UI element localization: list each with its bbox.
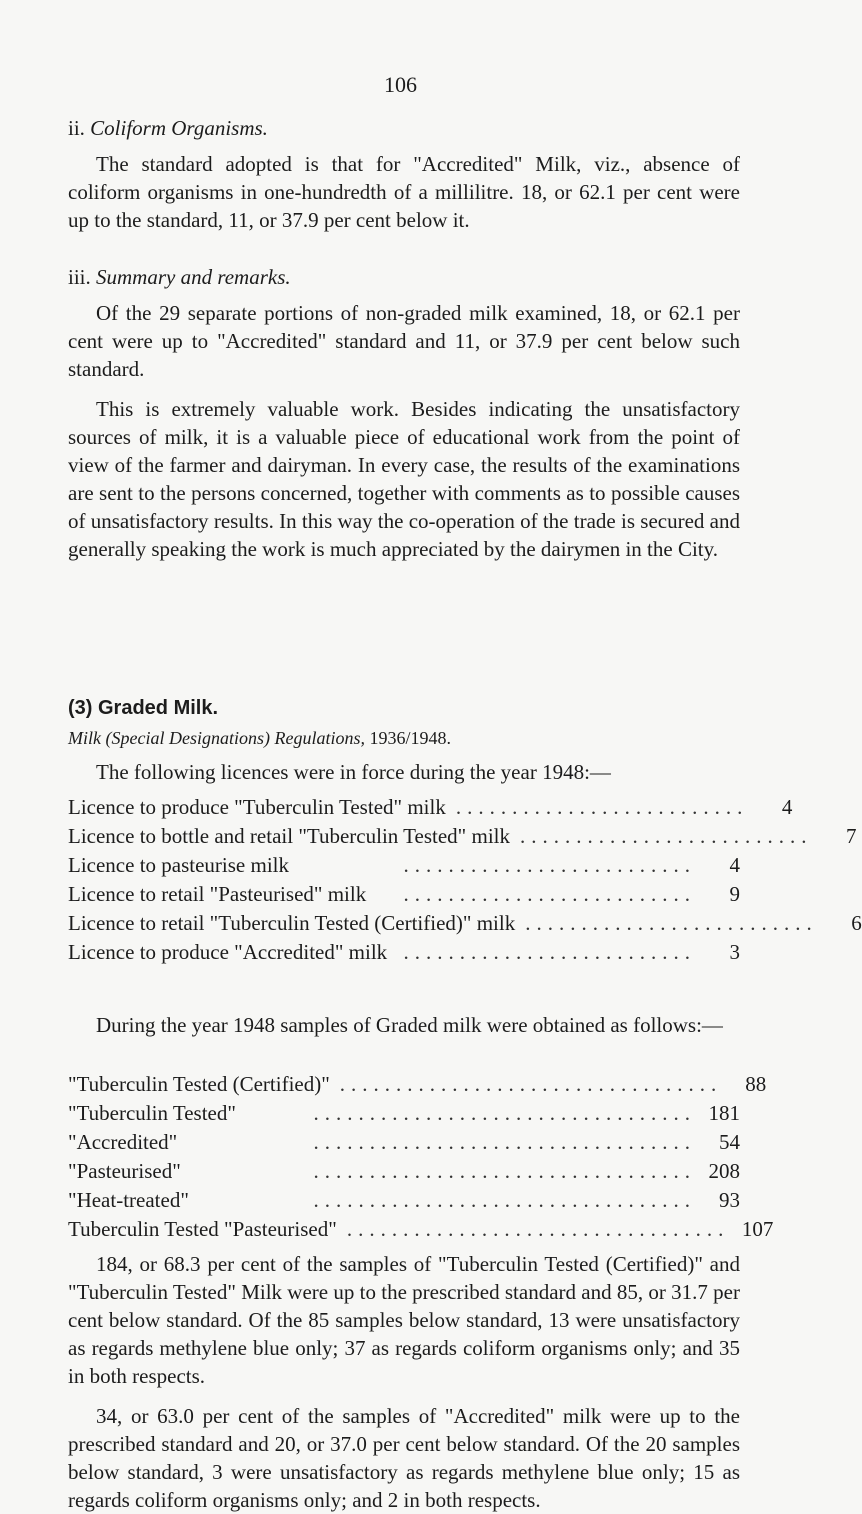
section-graded-milk xyxy=(68,694,740,786)
sample-count: 88 xyxy=(745,1072,767,1096)
section-iii-paragraph-2: This is extremely valuable work. Besides indicating the unsatisfactory sources of milk, it is a valuable piece of educational work from the point of view of the farmer and dairyman. In every case, the results of the examinations are sent to the persons concerned, together with comments as to possible causes of unsatisfactory results. In this way the co-operation of the trade is secured and generally speaking the work is much appreciated by the dairymen in the City. xyxy=(68,397,740,561)
leader-dots: .................................. xyxy=(339,1072,723,1096)
leader-dots: .......................... xyxy=(525,911,818,935)
leader-dots: .......................... xyxy=(455,795,749,819)
licences-list xyxy=(68,795,862,969)
section-iii-heading xyxy=(68,263,740,291)
list-item xyxy=(68,911,862,940)
sample-label: "Heat-treated" xyxy=(68,1188,189,1212)
sample-label: "Tuberculin Tested (Certified)" xyxy=(68,1072,330,1096)
section-coliform xyxy=(68,114,740,234)
licence-label: Licence to produce "Tuberculin Tested" milk xyxy=(68,795,446,819)
section-ii-number: ii. xyxy=(68,116,85,140)
samples-intro: During the year 1948 samples of Graded milk were obtained as follows:— xyxy=(96,1013,723,1037)
section-ii-title: Coliform Organisms. xyxy=(90,116,268,140)
licence-label: Licence to pasteurise milk xyxy=(68,853,290,877)
sample-count: 208 xyxy=(708,1159,740,1183)
licence-count: 6 xyxy=(851,911,862,935)
section-summary xyxy=(68,263,740,563)
section-iii-paragraph-1: Of the 29 separate portions of non-graded milk examined, 18, or 62.1 per cent were up to "Accredited" standard and 11, or 37.9 per cent below such standard. xyxy=(68,301,740,381)
accredited-results-paragraph: 34, or 63.0 per cent of the samples of "Accredited" milk were up to the prescribed standard and 20, or 37.0 per cent below standard. Of the 20 samples below standard, 3 were unsatisfactory as regards methylene blue only; 15 as regards coliform organisms only; and 2 in both respects. xyxy=(68,1404,740,1512)
list-item xyxy=(68,1072,767,1101)
sample-count: 93 xyxy=(719,1188,740,1212)
licence-count: 4 xyxy=(781,795,793,819)
list-item xyxy=(68,882,740,911)
leader-dots: .................................. xyxy=(313,1159,696,1183)
section-ii-heading xyxy=(68,114,740,142)
sample-label: "Accredited" xyxy=(68,1130,178,1154)
leader-dots: .................................. xyxy=(346,1217,730,1241)
tuberculin-results-paragraph: 184, or 68.3 per cent of the samples of "Tuberculin Tested (Certified)" and "Tuberculin Tested" Milk were up to the prescribed standard and 85, or 31.7 per cent below standard. Of the 85 samples below standard, 13 were unsatisfactory as regards methylene blue only; 37 as regards coliform organisms only; and 35 in both respects. xyxy=(68,1252,740,1388)
list-item xyxy=(68,824,857,853)
results-block xyxy=(68,1250,740,1514)
section-ii-paragraph: The standard adopted is that for "Accredited" Milk, viz., absence of coliform organisms in one-hundredth of a millilitre. 18, or 62.1 per cent were up to the standard, 11, or 37.9 per cent below it. xyxy=(68,152,740,232)
leader-dots: .................................. xyxy=(313,1101,696,1125)
section-iii-number: iii. xyxy=(68,265,91,289)
leader-dots: .................................. xyxy=(313,1188,696,1212)
leader-dots: .......................... xyxy=(403,940,696,964)
sample-label: Tuberculin Tested "Pasteurised" xyxy=(68,1217,337,1241)
list-item xyxy=(68,1217,774,1246)
list-item xyxy=(68,1130,740,1159)
list-item xyxy=(68,795,793,824)
regulation-title: Milk (Special Designations) Regulations, xyxy=(68,728,365,748)
licence-label: Licence to produce "Accredited" milk xyxy=(68,940,388,964)
sample-label: "Tuberculin Tested" xyxy=(68,1101,236,1125)
section-iii-title: Summary and remarks. xyxy=(96,265,291,289)
licence-label: Licence to bottle and retail "Tuberculin Tested" milk xyxy=(68,824,510,848)
sample-count: 54 xyxy=(719,1130,740,1154)
sample-count: 181 xyxy=(708,1101,740,1125)
licence-label: Licence to retail "Pasteurised" milk xyxy=(68,882,367,906)
licence-count: 3 xyxy=(729,940,740,964)
samples-intro-block xyxy=(68,1011,740,1039)
list-item xyxy=(68,853,740,882)
leader-dots: .................................. xyxy=(313,1130,696,1154)
regulation-years: 1936/1948. xyxy=(369,728,451,748)
sample-count: 107 xyxy=(741,1217,774,1241)
regulation-line xyxy=(68,724,740,752)
list-item xyxy=(68,1159,740,1188)
page-number: 106 xyxy=(384,72,417,97)
sample-label: "Pasteurised" xyxy=(68,1159,181,1183)
samples-list xyxy=(68,1072,774,1246)
graded-milk-heading: (3) Graded Milk. xyxy=(68,697,219,719)
list-item xyxy=(68,940,740,969)
licence-label: Licence to retail "Tuberculin Tested (Certified)" milk xyxy=(68,911,516,935)
leader-dots: .......................... xyxy=(403,853,696,877)
list-item xyxy=(68,1188,740,1217)
leader-dots: .......................... xyxy=(519,824,813,848)
licence-count: 4 xyxy=(729,853,740,877)
licence-count: 7 xyxy=(845,824,857,848)
leader-dots: .......................... xyxy=(403,882,696,906)
list-item xyxy=(68,1101,740,1130)
licence-count: 9 xyxy=(729,882,740,906)
licences-intro: The following licences were in force during the year 1948:— xyxy=(96,760,611,784)
